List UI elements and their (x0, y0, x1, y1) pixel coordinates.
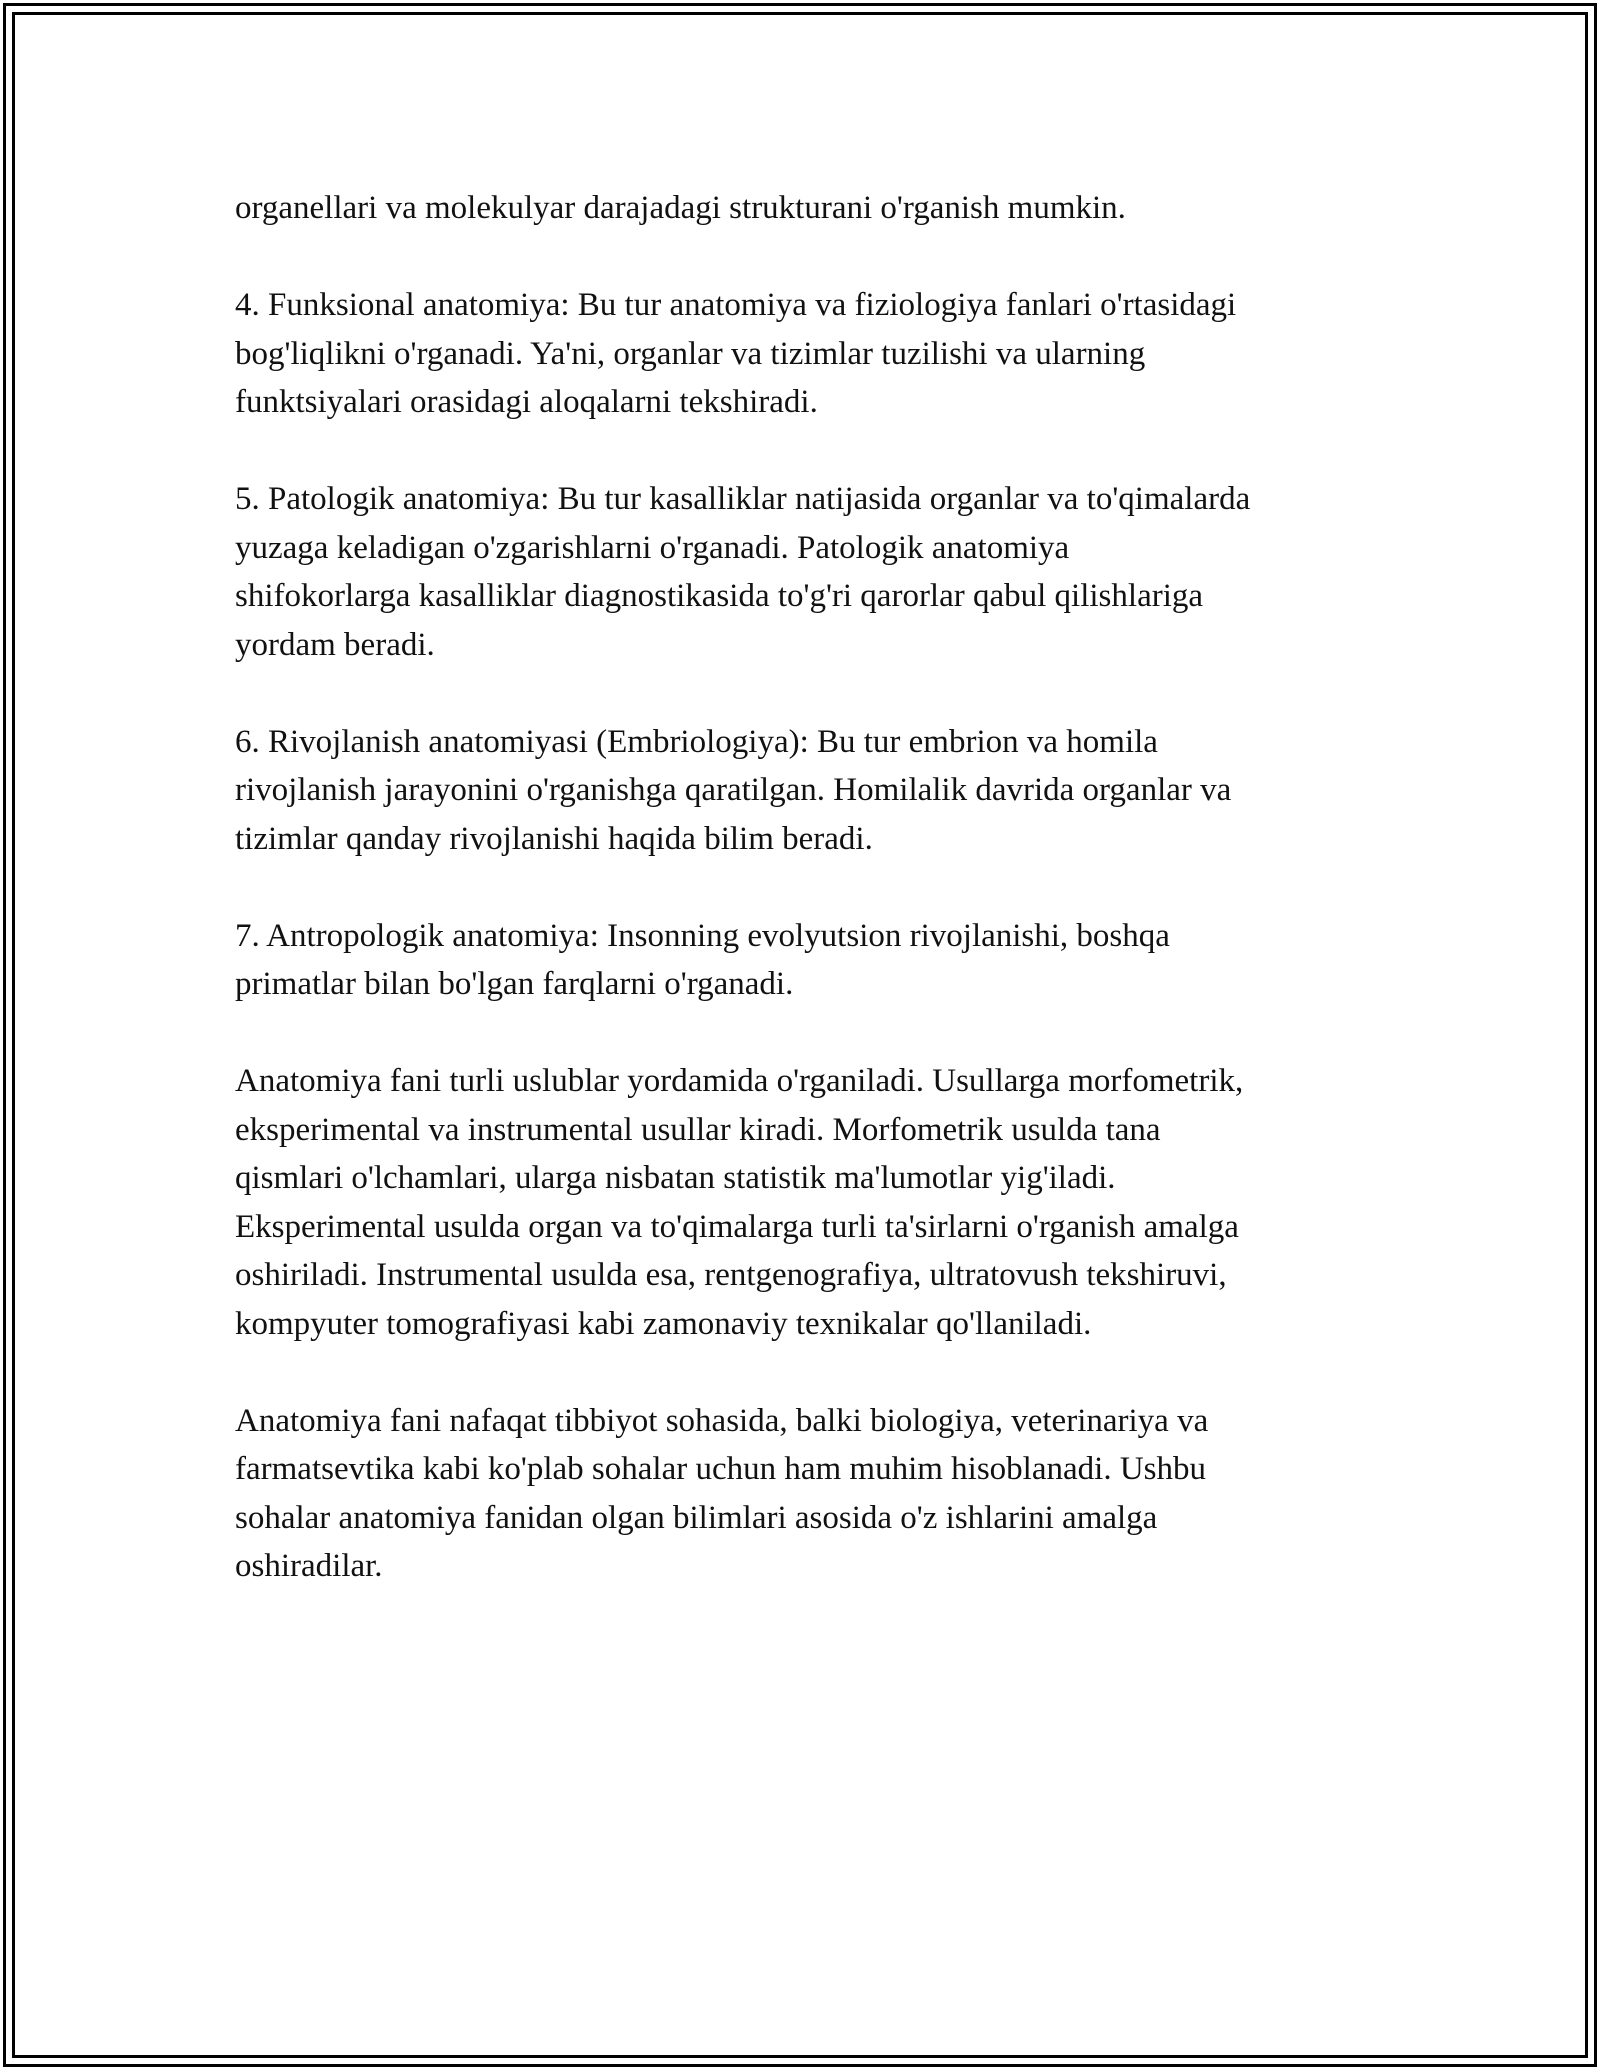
paragraph-rivojlanish-anatomiyasi: 6. Rivojlanish anatomiyasi (Embriologiya): Bu tur embrion va homila rivojlanish jarayonini o'rganishga qaratilgan. Homilalik davrida organlar va tizimlar qanday rivojlanishi haqida bilim beradi. (235, 723, 1232, 857)
paragraph-ahamiyati: Anatomiya fani nafaqat tibbiyot sohasida, balki biologiya, veterinariya va farmatsevtika kabi ko'plab sohalar uchun ham muhim hisoblanadi. Ushbu sohalar anatomiya fanidan olgan bilimlari asosida o'z ishlarini amalga oshiradilar. (235, 1402, 1209, 1584)
paragraph-continuation: organellari va molekulyar darajadagi strukturani o'rganish mumkin. (235, 190, 1126, 226)
paragraph-funksional-anatomiya: 4. Funksional anatomiya: Bu tur anatomiya va fiziologiya fanlari o'rtasidagi bog'liqlikni o'rganadi. Ya'ni, organlar va tizimlar tuzilishi va ularning funktsiyalari orasidagi aloqalarni tekshiradi. (235, 287, 1237, 420)
paragraph-patologik-anatomiya: 5. Patologik anatomiya: Bu tur kasalliklar natijasida organlar va to'qimalarda yuzaga keladigan o'zgarishlarni o'rganadi. Patologik anatomiya shifokorlarga kasalliklar diagnostikasida to'g'ri qarorlar qabul qilishlariga yordam beradi. (235, 481, 1251, 663)
document-body (235, 184, 1375, 1639)
paragraph-antropologik-anatomiya: 7. Antropologik anatomiya: Insonning evolyutsion rivojlanishi, boshqa primatlar bilan bo'lgan farqlarni o'rganadi. (235, 917, 1170, 1002)
paragraph-uslublar: Anatomiya fani turli uslublar yordamida o'rganiladi. Usullarga morfometrik, eksperimental va instrumental usullar kiradi. Morfometrik usulda tana qismlari o'lchamlari, ularga nisbatan statistik ma'lumotlar yig'iladi. Eksperimental usulda organ va to'qimalarga turli ta'sirlarni o'rganish amalga oshiriladi. Instrumental usulda esa, rentgenografiya, ultratovush tekshiruvi, kompyuter tomografiyasi kabi zamonaviy texnikalar qo'llaniladi. (235, 1063, 1244, 1342)
